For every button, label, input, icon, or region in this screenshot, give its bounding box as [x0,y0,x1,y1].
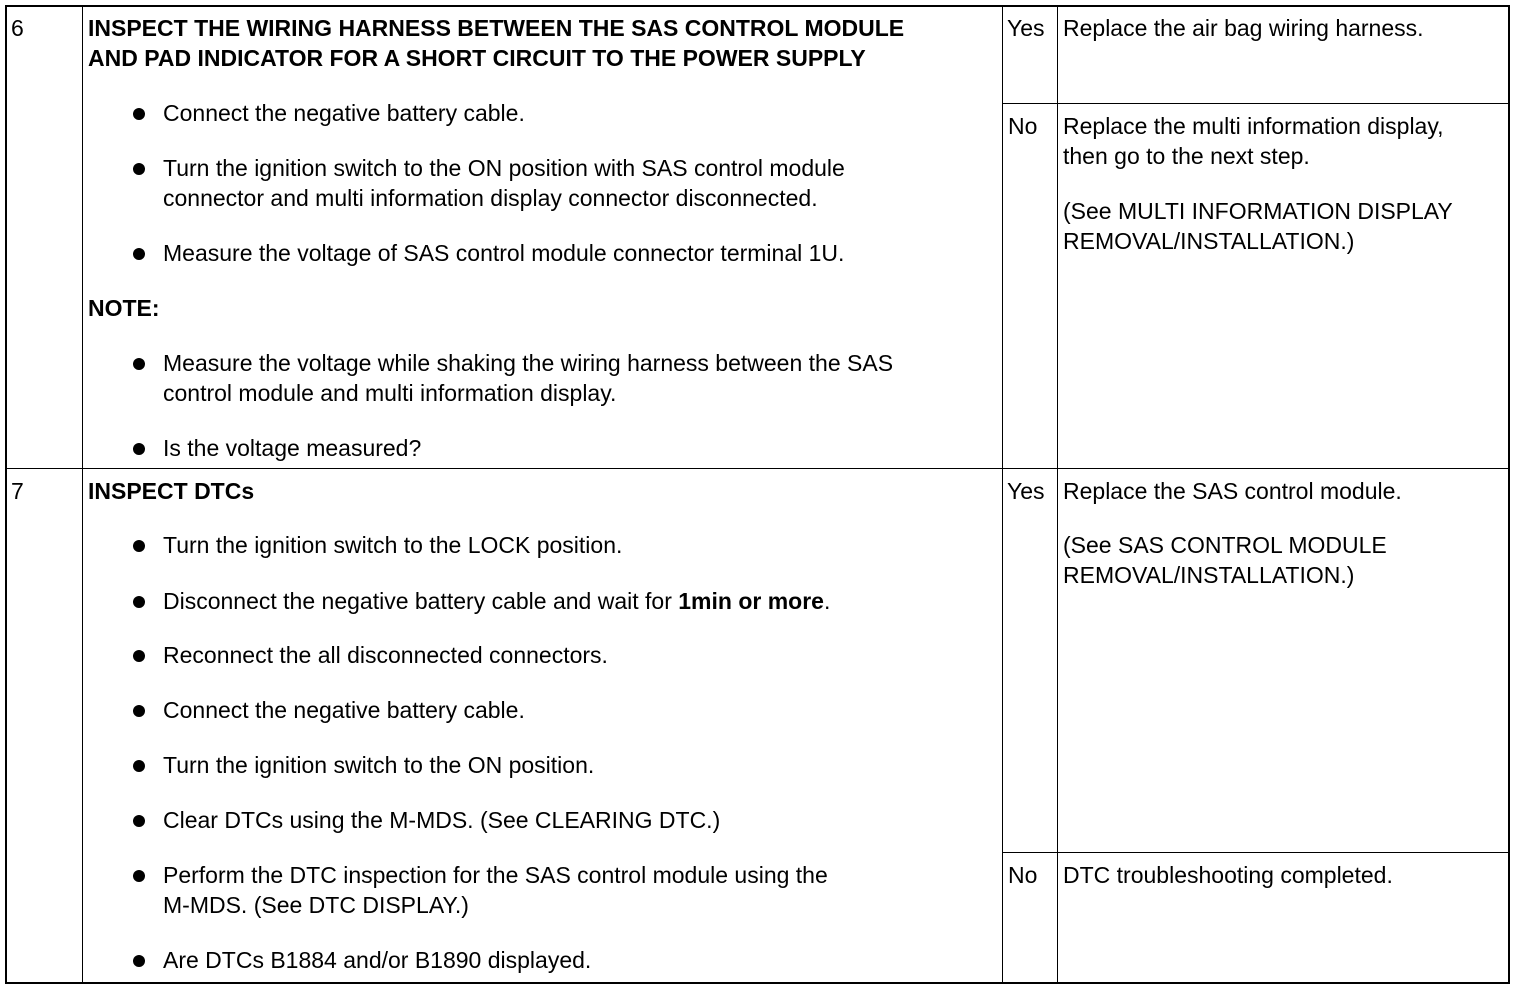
list-item: M-MDS. (See DTC DISPLAY.) [163,892,469,918]
column-divider [82,7,83,982]
list-item: Is the voltage measured? [163,435,422,461]
list-item-text: Disconnect the negative battery cable and wait for [163,588,679,614]
list-item: connector and multi information display connector disconnected. [163,185,818,211]
yes-label: Yes [1007,15,1045,41]
list-item: Connect the negative battery cable. [163,100,525,126]
yes-reference: (See SAS CONTROL MODULE [1063,532,1387,558]
no-action: then go to the next step. [1063,143,1310,169]
bullet-icon [133,248,145,260]
no-label: No [1008,113,1038,139]
yes-label: Yes [1007,478,1045,504]
step-title: INSPECT THE WIRING HARNESS BETWEEN THE SAS CONTROL MODULE [88,15,905,41]
list-item: Are DTCs B1884 and/or B1890 displayed. [163,947,592,973]
bullet-icon [133,650,145,662]
no-action: DTC troubleshooting completed. [1063,862,1393,888]
no-label: No [1008,862,1038,888]
list-item: Perform the DTC inspection for the SAS control module using the [163,862,828,888]
bullet-icon [133,870,145,882]
no-reference: (See MULTI INFORMATION DISPLAY [1063,198,1453,224]
bullet-icon [133,760,145,772]
list-item: Turn the ignition switch to the ON position. [163,752,595,778]
bullet-icon [133,163,145,175]
list-item: Connect the negative battery cable. [163,697,525,723]
list-item: Measure the voltage of SAS control module connector terminal 1U. [163,240,845,266]
list-item: Turn the ignition switch to the ON position with SAS control module [163,155,845,181]
row-divider [7,468,1508,469]
yes-no-divider [1002,103,1508,104]
bullet-icon [133,815,145,827]
bullet-icon [133,596,145,608]
yes-action: Replace the SAS control module. [1063,478,1402,504]
step-title: INSPECT DTCs [88,478,255,504]
list-item [163,586,830,616]
yes-no-divider [1002,852,1508,853]
bullet-icon [133,540,145,552]
step-number: 6 [11,15,24,41]
list-item: Clear DTCs using the M-MDS. (See CLEARING DTC.) [163,807,721,833]
bullet-icon [133,443,145,455]
yes-reference: REMOVAL/INSTALLATION.) [1063,562,1355,588]
column-divider [1002,7,1003,982]
column-divider [1057,7,1058,982]
bullet-icon [133,955,145,967]
no-action: Replace the multi information display, [1063,113,1444,139]
bullet-icon [133,705,145,717]
bullet-icon [133,108,145,120]
list-item: Measure the voltage while shaking the wiring harness between the SAS [163,350,894,376]
list-item: Reconnect the all disconnected connectors. [163,642,608,668]
wait-time: 1min or more [678,588,824,614]
no-reference: REMOVAL/INSTALLATION.) [1063,228,1355,254]
step-number: 7 [11,478,24,504]
yes-action: Replace the air bag wiring harness. [1063,15,1424,41]
list-item-text: . [823,588,831,614]
bullet-icon [133,358,145,370]
note-label: NOTE: [88,295,160,321]
list-item: Turn the ignition switch to the LOCK position. [163,532,623,558]
list-item: control module and multi information display. [163,380,617,406]
step-title: AND PAD INDICATOR FOR A SHORT CIRCUIT TO THE POWER SUPPLY [88,45,866,71]
